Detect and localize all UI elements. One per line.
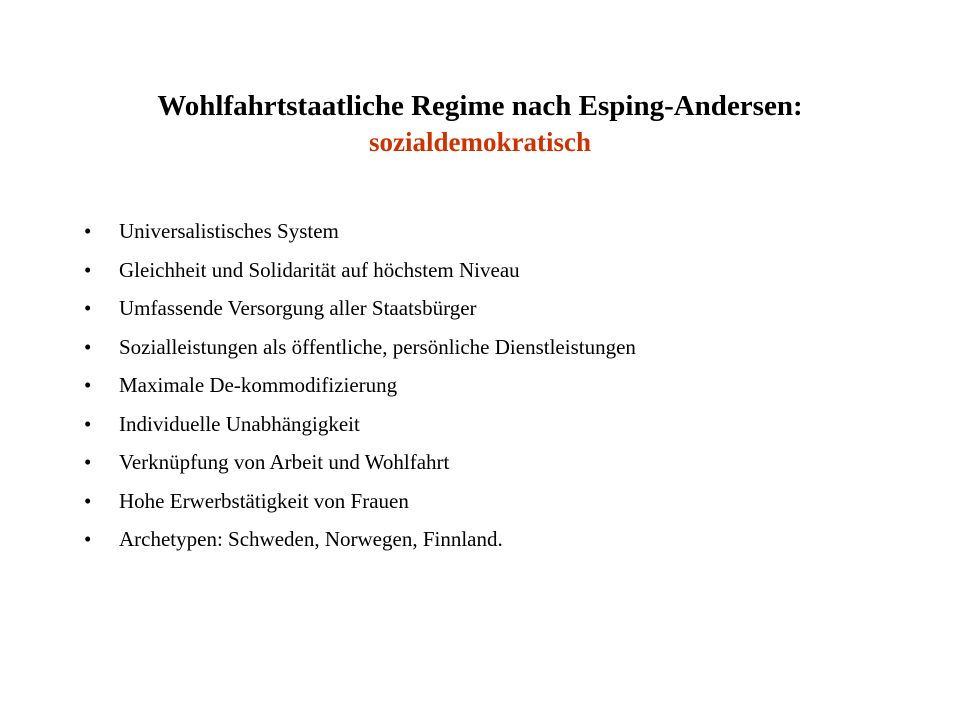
bullet-text: Hohe Erwerbstätigkeit von Frauen [119,488,409,513]
bullet-icon: • [84,411,92,436]
bullet-text: Gleichheit und Solidarität auf höchstem Niveau [119,257,520,282]
title-main: Wohlfahrtstaatliche Regime nach Esping-Andersen: [157,90,803,122]
bullet-item [84,443,904,482]
bullet-icon: • [84,527,92,551]
bullet-text: Verknüpfung von Arbeit und Wohlfahrt [119,450,450,474]
bullet-item [84,405,904,444]
bullet-text: Universalistisches System [119,219,339,243]
bullet-item [84,366,904,405]
bullet-item [84,328,904,367]
bullet-text: Sozialleistungen als öffentliche, persönliche Dienstleistungen [119,334,636,359]
bullet-icon: • [84,257,92,282]
title-subtitle: sozialdemokratisch [369,127,591,157]
bullet-icon: • [84,219,92,243]
bullet-icon: • [84,488,92,513]
bullet-icon: • [84,334,92,359]
bullet-icon: • [84,450,92,474]
bullet-item [84,212,904,251]
bullet-text: Umfassende Versorgung aller Staatsbürger [119,296,477,320]
bullet-item [84,520,904,559]
bullet-text: Archetypen: Schweden, Norwegen, Finnland. [119,527,503,551]
bullet-text: Maximale De-kommodifizierung [119,373,398,397]
bullet-item [84,482,904,521]
bullet-icon: • [84,296,92,320]
bullet-item [84,289,904,328]
bullet-icon: • [84,373,92,397]
bullet-list [84,212,904,559]
bullet-item [84,251,904,290]
bullet-text: Individuelle Unabhängigkeit [119,411,360,436]
slide-title [60,88,900,159]
